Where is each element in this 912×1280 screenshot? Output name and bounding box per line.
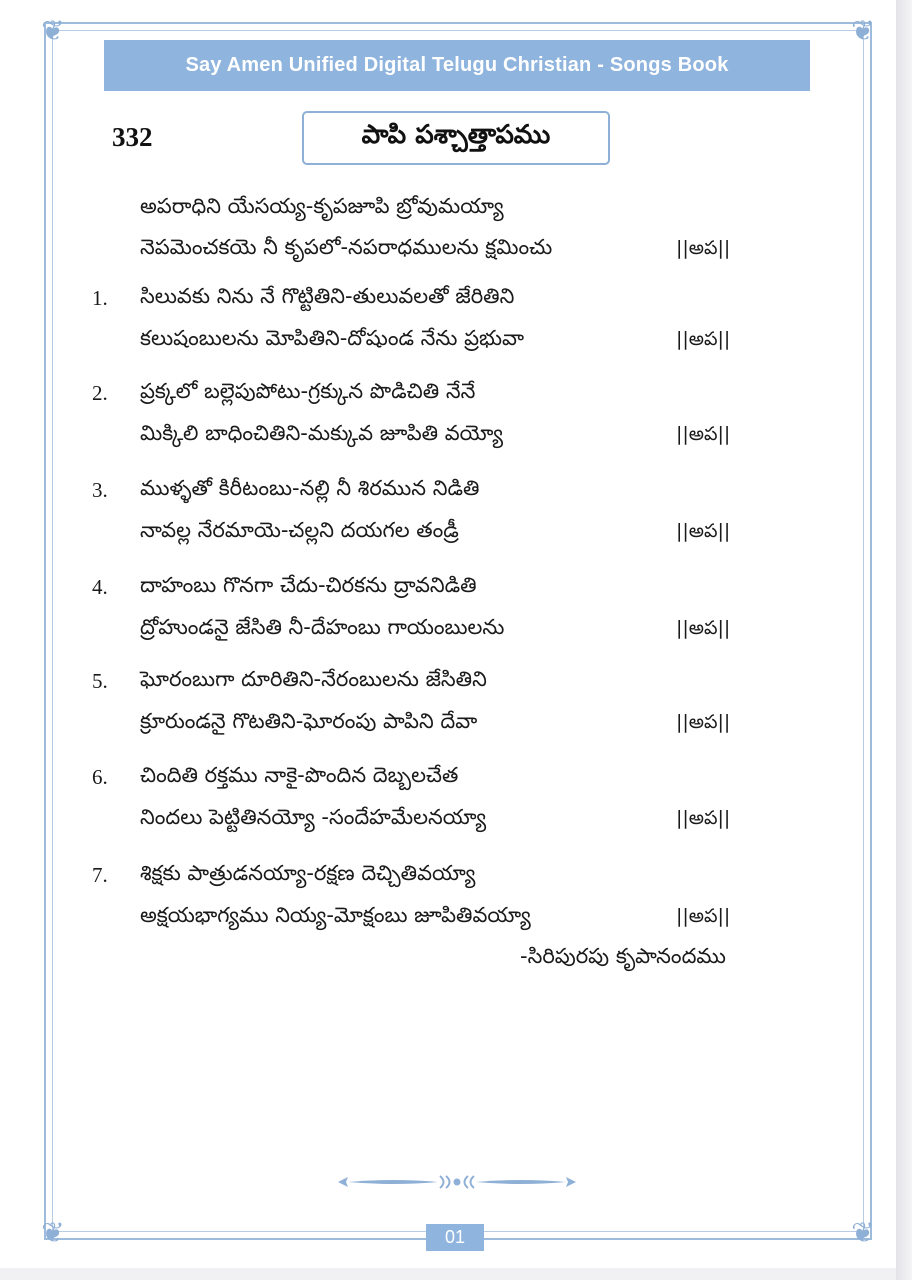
verse-line: కలుషంబులను మోపితిని-దోషుండ నేను ప్రభువా xyxy=(140,326,525,350)
refrain-mark: ||అప|| xyxy=(676,423,731,445)
verse-number: 1. xyxy=(92,286,108,310)
verse-line: ప్రక్కలో బల్లెపుపోటు-గ్రక్కున పొడిచితి నేనే xyxy=(140,379,476,403)
verse-number: 7. xyxy=(92,863,108,887)
song-title-box xyxy=(302,111,610,165)
refrain-mark: ||అప|| xyxy=(676,328,731,350)
verse-number: 5. xyxy=(92,669,108,693)
verse-line: నావల్ల నేరమాయె-చల్లని దయగల తండ్రీ xyxy=(140,518,459,542)
corner-flourish-icon: ❦ xyxy=(41,1216,65,1249)
verse-line: క్రూరుండనై గొటతిని-ఘోరంపు పాపిని దేవా xyxy=(140,709,478,733)
book-title: Say Amen Unified Digital Telugu Christian - Songs Book xyxy=(185,54,729,76)
verse-line: దాహంబు గొనగా చేదు-చిరకను ద్రావనిడితి xyxy=(140,573,477,597)
refrain-mark: ||అప|| xyxy=(676,711,731,733)
verse-line: శిక్షకు పాత్రుడనయ్యా-రక్షణ దెచ్చితివయ్యా xyxy=(140,861,476,885)
page-number-badge xyxy=(426,1224,484,1251)
refrain-mark: ||అప|| xyxy=(676,520,731,542)
page-number: 01 xyxy=(444,1227,466,1247)
verse-line: నిందలు పెట్టితినయ్యో -సందేహమేలనయ్యా xyxy=(140,805,487,829)
page-edge-shadow xyxy=(896,0,912,1280)
corner-flourish-icon: ❦ xyxy=(851,14,875,47)
verse-line: ఘోరంబుగా దూరితిని-నేరంబులను జేసితిని xyxy=(140,667,487,691)
song-number: 332 xyxy=(112,122,153,152)
decorative-divider-icon xyxy=(334,1168,580,1196)
song-author: -సిరిపురపు కృపానందము xyxy=(520,944,726,968)
verse-line: మిక్కిలి బాధించితిని-మక్కువ జూపితి వయ్యో xyxy=(140,421,504,445)
verse-line: ద్రోహుండనై జేసితి నీ-దేహంబు గాయంబులను xyxy=(140,615,505,639)
verse-number: 3. xyxy=(92,478,108,502)
refrain-mark: ||అప|| xyxy=(676,905,731,927)
verse-line: చిందితి రక్తము నాకై-పొందిన దెబ్బలచేత xyxy=(140,763,459,787)
refrain-mark: ||అప|| xyxy=(676,237,731,259)
song-title: పాపి పశ్చాత్తాపము xyxy=(361,120,551,150)
chorus-line: అపరాధిని యేసయ్య-కృపజూపి బ్రోవుమయ్యా xyxy=(140,194,504,218)
corner-flourish-icon: ❦ xyxy=(851,1216,875,1249)
verse-line: ముళ్ళతో కిరీటంబు-నల్లి నీ శిరమున నిడితి xyxy=(140,476,480,500)
refrain-mark: ||అప|| xyxy=(676,617,731,639)
refrain-mark: ||అప|| xyxy=(676,807,731,829)
verse-number: 6. xyxy=(92,765,108,789)
verse-number: 2. xyxy=(92,381,108,405)
verse-line: అక్షయభాగ్యము నియ్య-మోక్షంబు జూపితివయ్యా xyxy=(140,903,531,927)
verse-number: 4. xyxy=(92,575,108,599)
corner-flourish-icon: ❦ xyxy=(41,14,65,47)
chorus-line: నెపమెంచకయె నీ కృపలో-నపరాధములను క్షమించు xyxy=(140,235,553,259)
verse-line: సిలువకు నిను నే గొట్టితిని-తులువలతో జేరితిని xyxy=(140,284,515,308)
book-title-banner xyxy=(104,40,810,91)
